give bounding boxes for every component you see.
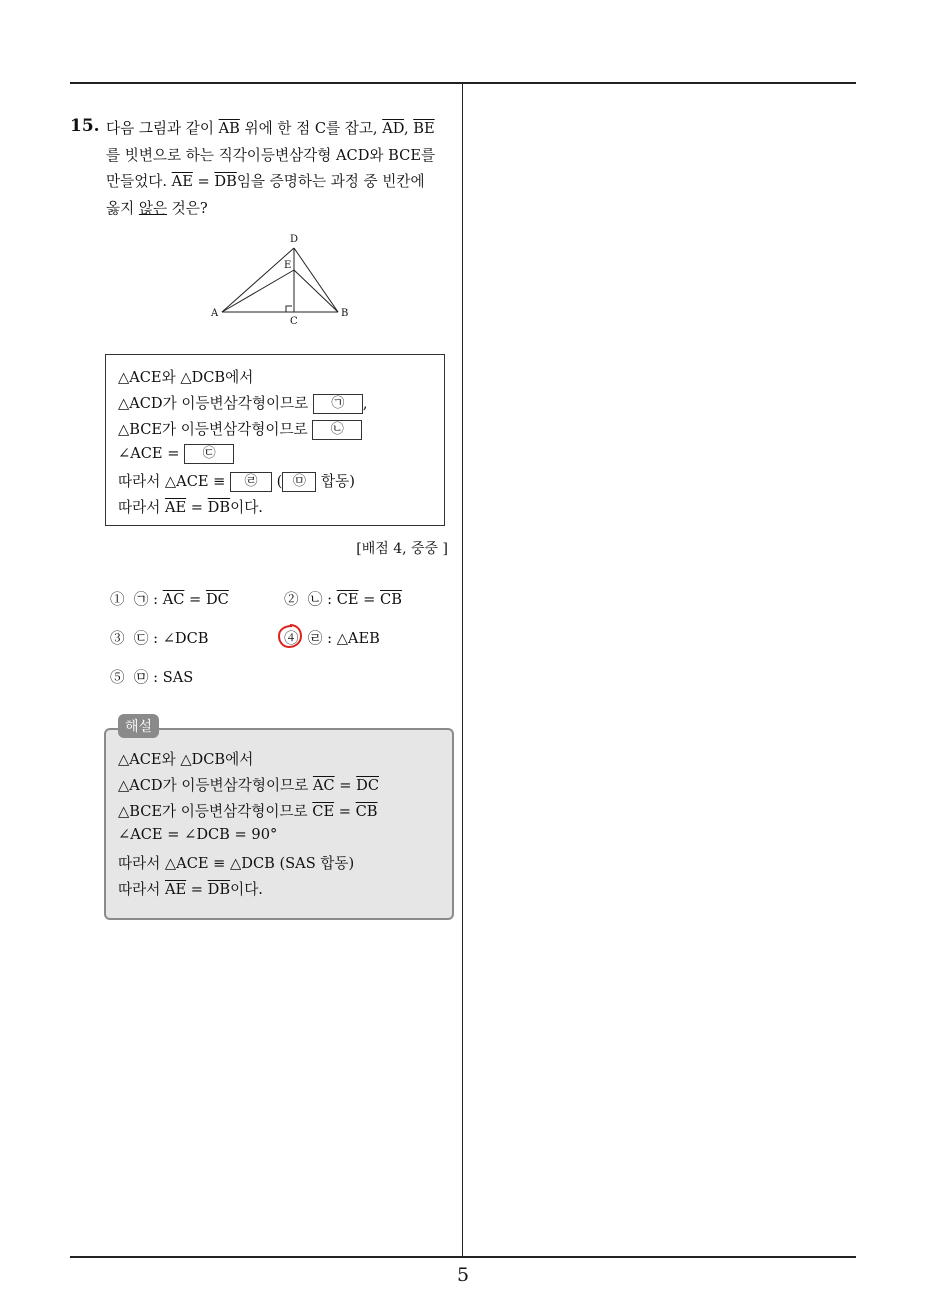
question-number: 15. [70, 116, 100, 136]
question-line-2: 를 빗변으로 하는 직각이등변삼각형 ACD와 BCE를 [106, 146, 436, 164]
label-a: A [211, 308, 219, 319]
option-2[interactable]: ② ㉡ : $\overline{CE} = \overline{CB}$ [284, 591, 402, 608]
header-rule [70, 82, 856, 84]
footer-rule [70, 1256, 856, 1258]
label-d: D [290, 234, 299, 245]
label-e: E [284, 260, 292, 271]
proof-line-1: △ACE와 △DCB에서 [118, 369, 254, 386]
answer-circle-mark [276, 622, 304, 650]
question-line-1: 다음 그림과 같이 $\overline{AB}$ 위에 한 점 C를 잡고, $\overline{AD}$, $\overline{BE}$ [106, 120, 435, 137]
solution-line-2: △ACD가 이등변삼각형이므로 $\overline{AC} = \overline{DC}$ [118, 777, 379, 794]
proof-line-5: 따라서 △ACE ≡ ㉣ ( ㉤ 합동) [118, 473, 355, 490]
proof-line-4: ∠ACE = ㉢ [118, 444, 234, 464]
solution-line-5: 따라서 △ACE ≡ △DCB (SAS 합동) [118, 855, 355, 872]
question-line-4: 옳지 않은 것은? [106, 199, 208, 217]
question-line-3: 만들었다. $\overline{AE} = \overline{DB}$임을 증명하는 과정 중 빈칸에 [106, 173, 425, 190]
solution-tag: 해설 [118, 714, 159, 738]
solution-line-1: △ACE와 △DCB에서 [118, 751, 254, 768]
blank-2: ㉡ [312, 420, 362, 440]
option-1[interactable]: ① ㉠ : $\overline{AC} = \overline{DC}$ [110, 591, 229, 608]
triangle-figure [200, 230, 360, 330]
option-5[interactable]: ⑤ ㉤ : SAS [110, 669, 194, 686]
proof-line-6: 따라서 $\overline{AE} = \overline{DB}$이다. [118, 499, 263, 516]
label-c: C [290, 316, 298, 327]
blank-3: ㉢ [184, 444, 234, 464]
proof-line-2: △ACD가 이등변삼각형이므로 ㉠ , [118, 395, 368, 412]
solution-line-4: ∠ACE = ∠DCB = 90° [118, 826, 278, 843]
page-number: 5 [456, 1264, 470, 1286]
blank-1: ㉠ [313, 394, 363, 414]
blank-4: ㉣ [230, 472, 272, 492]
question-text [106, 116, 458, 222]
option-4[interactable]: ④ ㉣ : △AEB [284, 630, 380, 647]
solution-line-6: 따라서 $\overline{AE} = \overline{DB}$이다. [118, 881, 263, 898]
column-divider [462, 82, 463, 1256]
blank-5: ㉤ [282, 472, 316, 492]
proof-line-3: △BCE가 이등변삼각형이므로 ㉡ [118, 418, 362, 440]
option-3[interactable]: ③ ㉢ : ∠DCB [110, 630, 209, 647]
points-label: [배점 4, 중중 ] [356, 541, 448, 557]
label-b: B [341, 308, 349, 319]
solution-line-3: △BCE가 이등변삼각형이므로 $\overline{CE} = \overline{CB}$ [118, 803, 378, 820]
triangle-diagram [200, 230, 360, 330]
